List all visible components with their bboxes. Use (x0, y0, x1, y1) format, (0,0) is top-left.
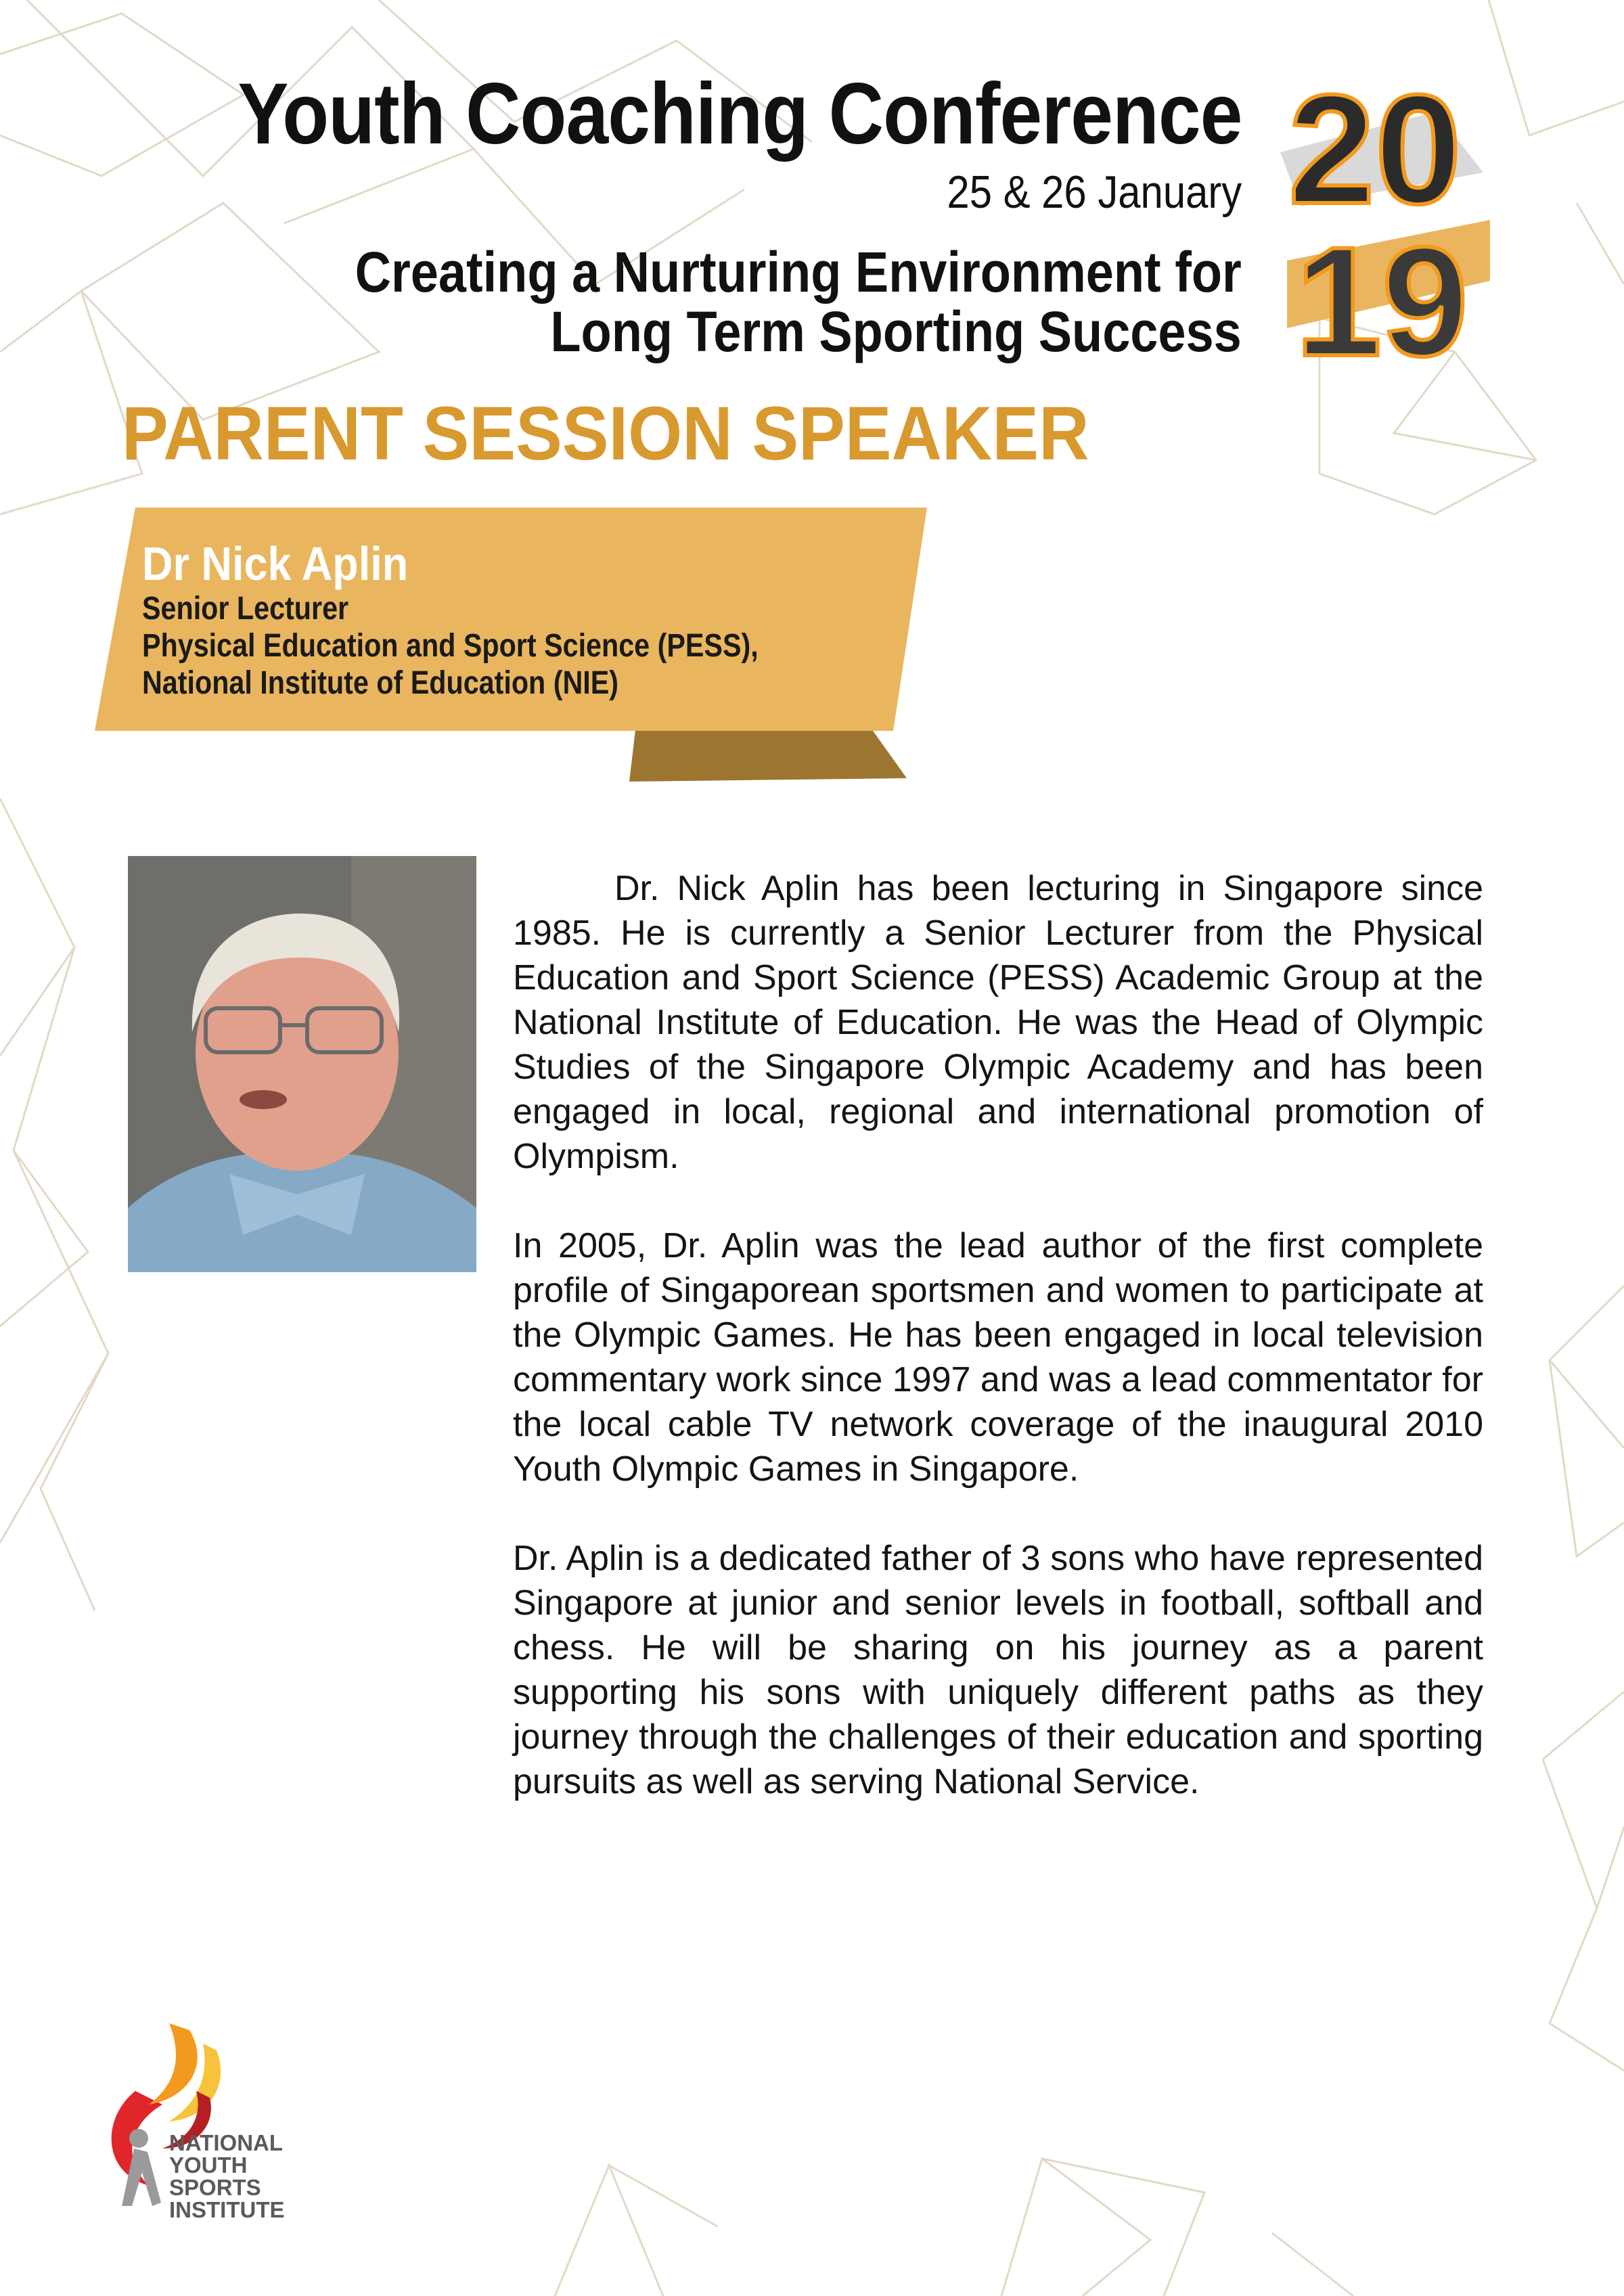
conference-title: Youth Coaching Conference (237, 66, 1242, 162)
ribbon-fold (629, 724, 907, 782)
logo-figure-head (129, 2129, 148, 2148)
year-badge (1260, 58, 1490, 376)
theme-line-2: Long Term Sporting Success (550, 300, 1242, 363)
theme-line-1: Creating a Nurturing Environment for (355, 240, 1242, 304)
nysi-logo-text (169, 2132, 285, 2221)
bio-paragraph-2: In 2005, Dr. Aplin was the lead author of the first complete profile of Singaporean sportsmen and women to participate at the Olympic Games. He has been engaged in local television commentary work since 1997 and was a lead commentator for the local cable TV network coverage of the inaugural 2010 Youth Olympic Games in Singapore. (513, 1226, 1483, 1489)
conference-date: 25 & 26 January (947, 166, 1242, 218)
logo-flame-orange (149, 2023, 198, 2104)
section-heading: PARENT SESSION SPEAKER (122, 391, 1089, 476)
speaker-role-line-1: Senior Lecturer (142, 591, 349, 627)
bio-paragraph-1: Dr. Nick Aplin has been lecturing in Singapore since 1985. He is currently a Senior Lecturer from the Physical Education and Sport Science (PESS) Academic Group at the National Institute of Education. He was the Head of Olympic Studies of the Singapore Olympic Academy and has been engaged in local, regional and international promotion of Olympism. (513, 869, 1483, 1176)
logo-text-line-1: NATIONAL (169, 2130, 284, 2155)
speaker-title (142, 590, 759, 702)
speaker-role-line-2: Physical Education and Sport Science (PESS), (142, 628, 759, 664)
speaker-role-line-3: National Institute of Education (NIE) (142, 665, 619, 701)
logo-text-line-4: INSTITUTE (169, 2197, 285, 2222)
speaker-biography (513, 866, 1483, 1849)
year-bottom: 19 (1295, 215, 1468, 376)
conference-theme (355, 242, 1242, 361)
speaker-photo (128, 856, 476, 1272)
logo-text-line-3: SPORTS (169, 2175, 261, 2200)
speaker-name: Dr Nick Aplin (142, 537, 409, 590)
logo-text-line-2: YOUTH (169, 2153, 248, 2178)
bio-paragraph-3: Dr. Aplin is a dedicated father of 3 sons who have represented Singapore at junior and senior levels in football, softball and chess. He will be sharing on his journey as a parent supporting his sons with uniquely different paths as they journey through the challenges of their education and sporting pursuits as well as serving National Service. (513, 1539, 1483, 1801)
year-top: 20 (1288, 62, 1462, 236)
